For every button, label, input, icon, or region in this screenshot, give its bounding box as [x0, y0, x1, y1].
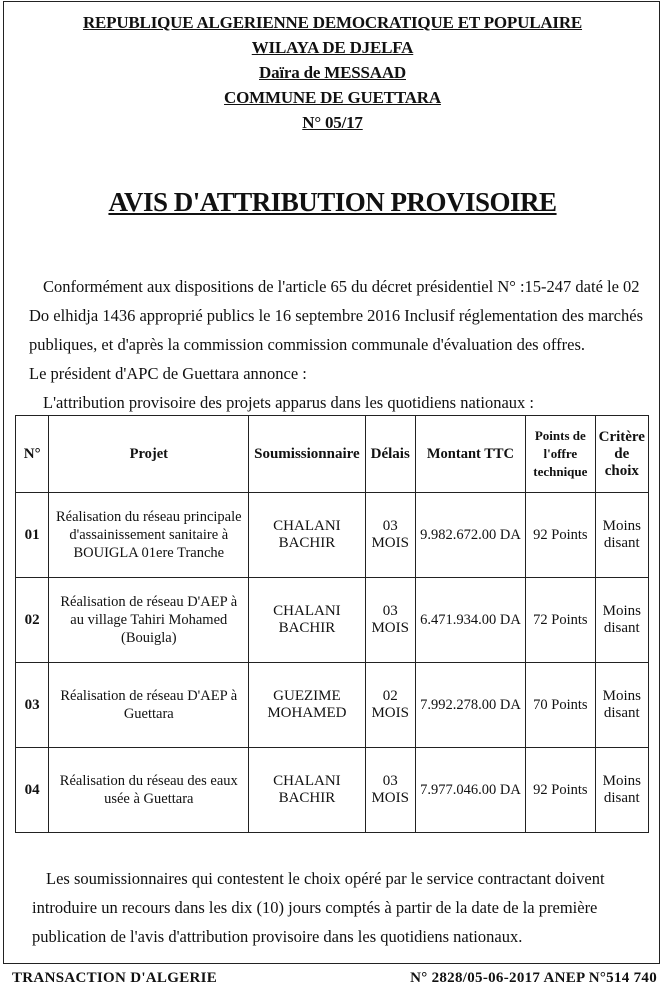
- publication-footer: [12, 970, 657, 987]
- row-num: 03: [16, 663, 49, 748]
- row-points: 92 Points: [526, 493, 596, 578]
- header-republic: REPUBLIQUE ALGERIENNE DEMOCRATIQUE ET POPULAIRE: [82, 13, 583, 32]
- row-delais: 03 MOIS: [365, 748, 415, 833]
- row-delais: 02 MOIS: [365, 663, 415, 748]
- header-daira: Daïra de MESSAAD: [259, 63, 406, 82]
- header-number: N° 05/17: [302, 113, 363, 132]
- row-soumissionnaire: CHALANI BACHIR: [249, 493, 365, 578]
- header-commune: COMMUNE DE GUETTARA: [224, 88, 441, 107]
- document-header: [4, 10, 661, 135]
- attribution-table: [15, 415, 649, 833]
- header-delais: Délais: [365, 416, 415, 493]
- table-row: [16, 578, 649, 663]
- table-header-row: [16, 416, 649, 493]
- row-montant: 7.992.278.00 DA: [415, 663, 525, 748]
- row-montant: 6.471.934.00 DA: [415, 578, 525, 663]
- row-critere: Moins disant: [595, 578, 648, 663]
- header-num: N°: [16, 416, 49, 493]
- intro-paragraph: Conformément aux dispositions de l'article 65 du décret présidentiel N° :15-247 daté le 02 Do elhidja 1436 approprié publics le 16 septembre 2016 Inclusif réglementation des marchés publiques, et d'après la commission commission communale d'évaluation des offres.: [29, 277, 643, 354]
- header-critere: Critère de choix: [595, 416, 648, 493]
- footer-reference: N° 2828/05-06-2017 ANEP N°514 740: [410, 970, 657, 986]
- header-projet: Projet: [49, 416, 249, 493]
- row-projet: Réalisation du réseau des eaux usée à Guettara: [49, 748, 249, 833]
- appeal-notice: Les soumissionnaires qui contestent le choix opéré par le service contractant doivent introduire un recours dans les dix (10) jours comptés à partir de la date de la première publication de l'avis d'attribution provisoire dans les quotidiens nationaux.: [32, 869, 605, 946]
- footer-publisher: TRANSACTION D'ALGERIE: [12, 970, 218, 986]
- row-critere: Moins disant: [595, 663, 648, 748]
- table-row: [16, 748, 649, 833]
- row-critere: Moins disant: [595, 493, 648, 578]
- row-critere: Moins disant: [595, 748, 648, 833]
- header-wilaya: WILAYA DE DJELFA: [251, 38, 414, 57]
- row-num: 01: [16, 493, 49, 578]
- header-points: Points de l'offre technique: [526, 416, 596, 493]
- row-montant: 7.977.046.00 DA: [415, 748, 525, 833]
- row-projet: Réalisation du réseau principale d'assainissement sanitaire à BOUIGLA 01ere Tranche: [49, 493, 249, 578]
- row-points: 70 Points: [526, 663, 596, 748]
- table-row: [16, 493, 649, 578]
- row-num: 04: [16, 748, 49, 833]
- row-soumissionnaire: CHALANI BACHIR: [249, 578, 365, 663]
- row-projet: Réalisation de réseau D'AEP à au village Tahiri Mohamed (Bouigla): [49, 578, 249, 663]
- row-delais: 03 MOIS: [365, 578, 415, 663]
- row-points: 72 Points: [526, 578, 596, 663]
- row-num: 02: [16, 578, 49, 663]
- header-soumissionnaire: Soumissionnaire: [249, 416, 365, 493]
- row-soumissionnaire: CHALANI BACHIR: [249, 748, 365, 833]
- row-montant: 9.982.672.00 DA: [415, 493, 525, 578]
- row-projet: Réalisation de réseau D'AEP à Guettara: [49, 663, 249, 748]
- row-soumissionnaire: GUEZIME MOHAMED: [249, 663, 365, 748]
- intro-attribution: L'attribution provisoire des projets apparus dans les quotidiens nationaux :: [43, 393, 535, 412]
- header-montant: Montant TTC: [415, 416, 525, 493]
- intro-text: [29, 272, 649, 417]
- document-frame: [3, 1, 660, 964]
- intro-announcement: Le président d'APC de Guettara annonce :: [29, 364, 307, 383]
- page-title: AVIS D'ATTRIBUTION PROVISOIRE: [108, 187, 557, 217]
- table-row: [16, 663, 649, 748]
- row-delais: 03 MOIS: [365, 493, 415, 578]
- row-points: 92 Points: [526, 748, 596, 833]
